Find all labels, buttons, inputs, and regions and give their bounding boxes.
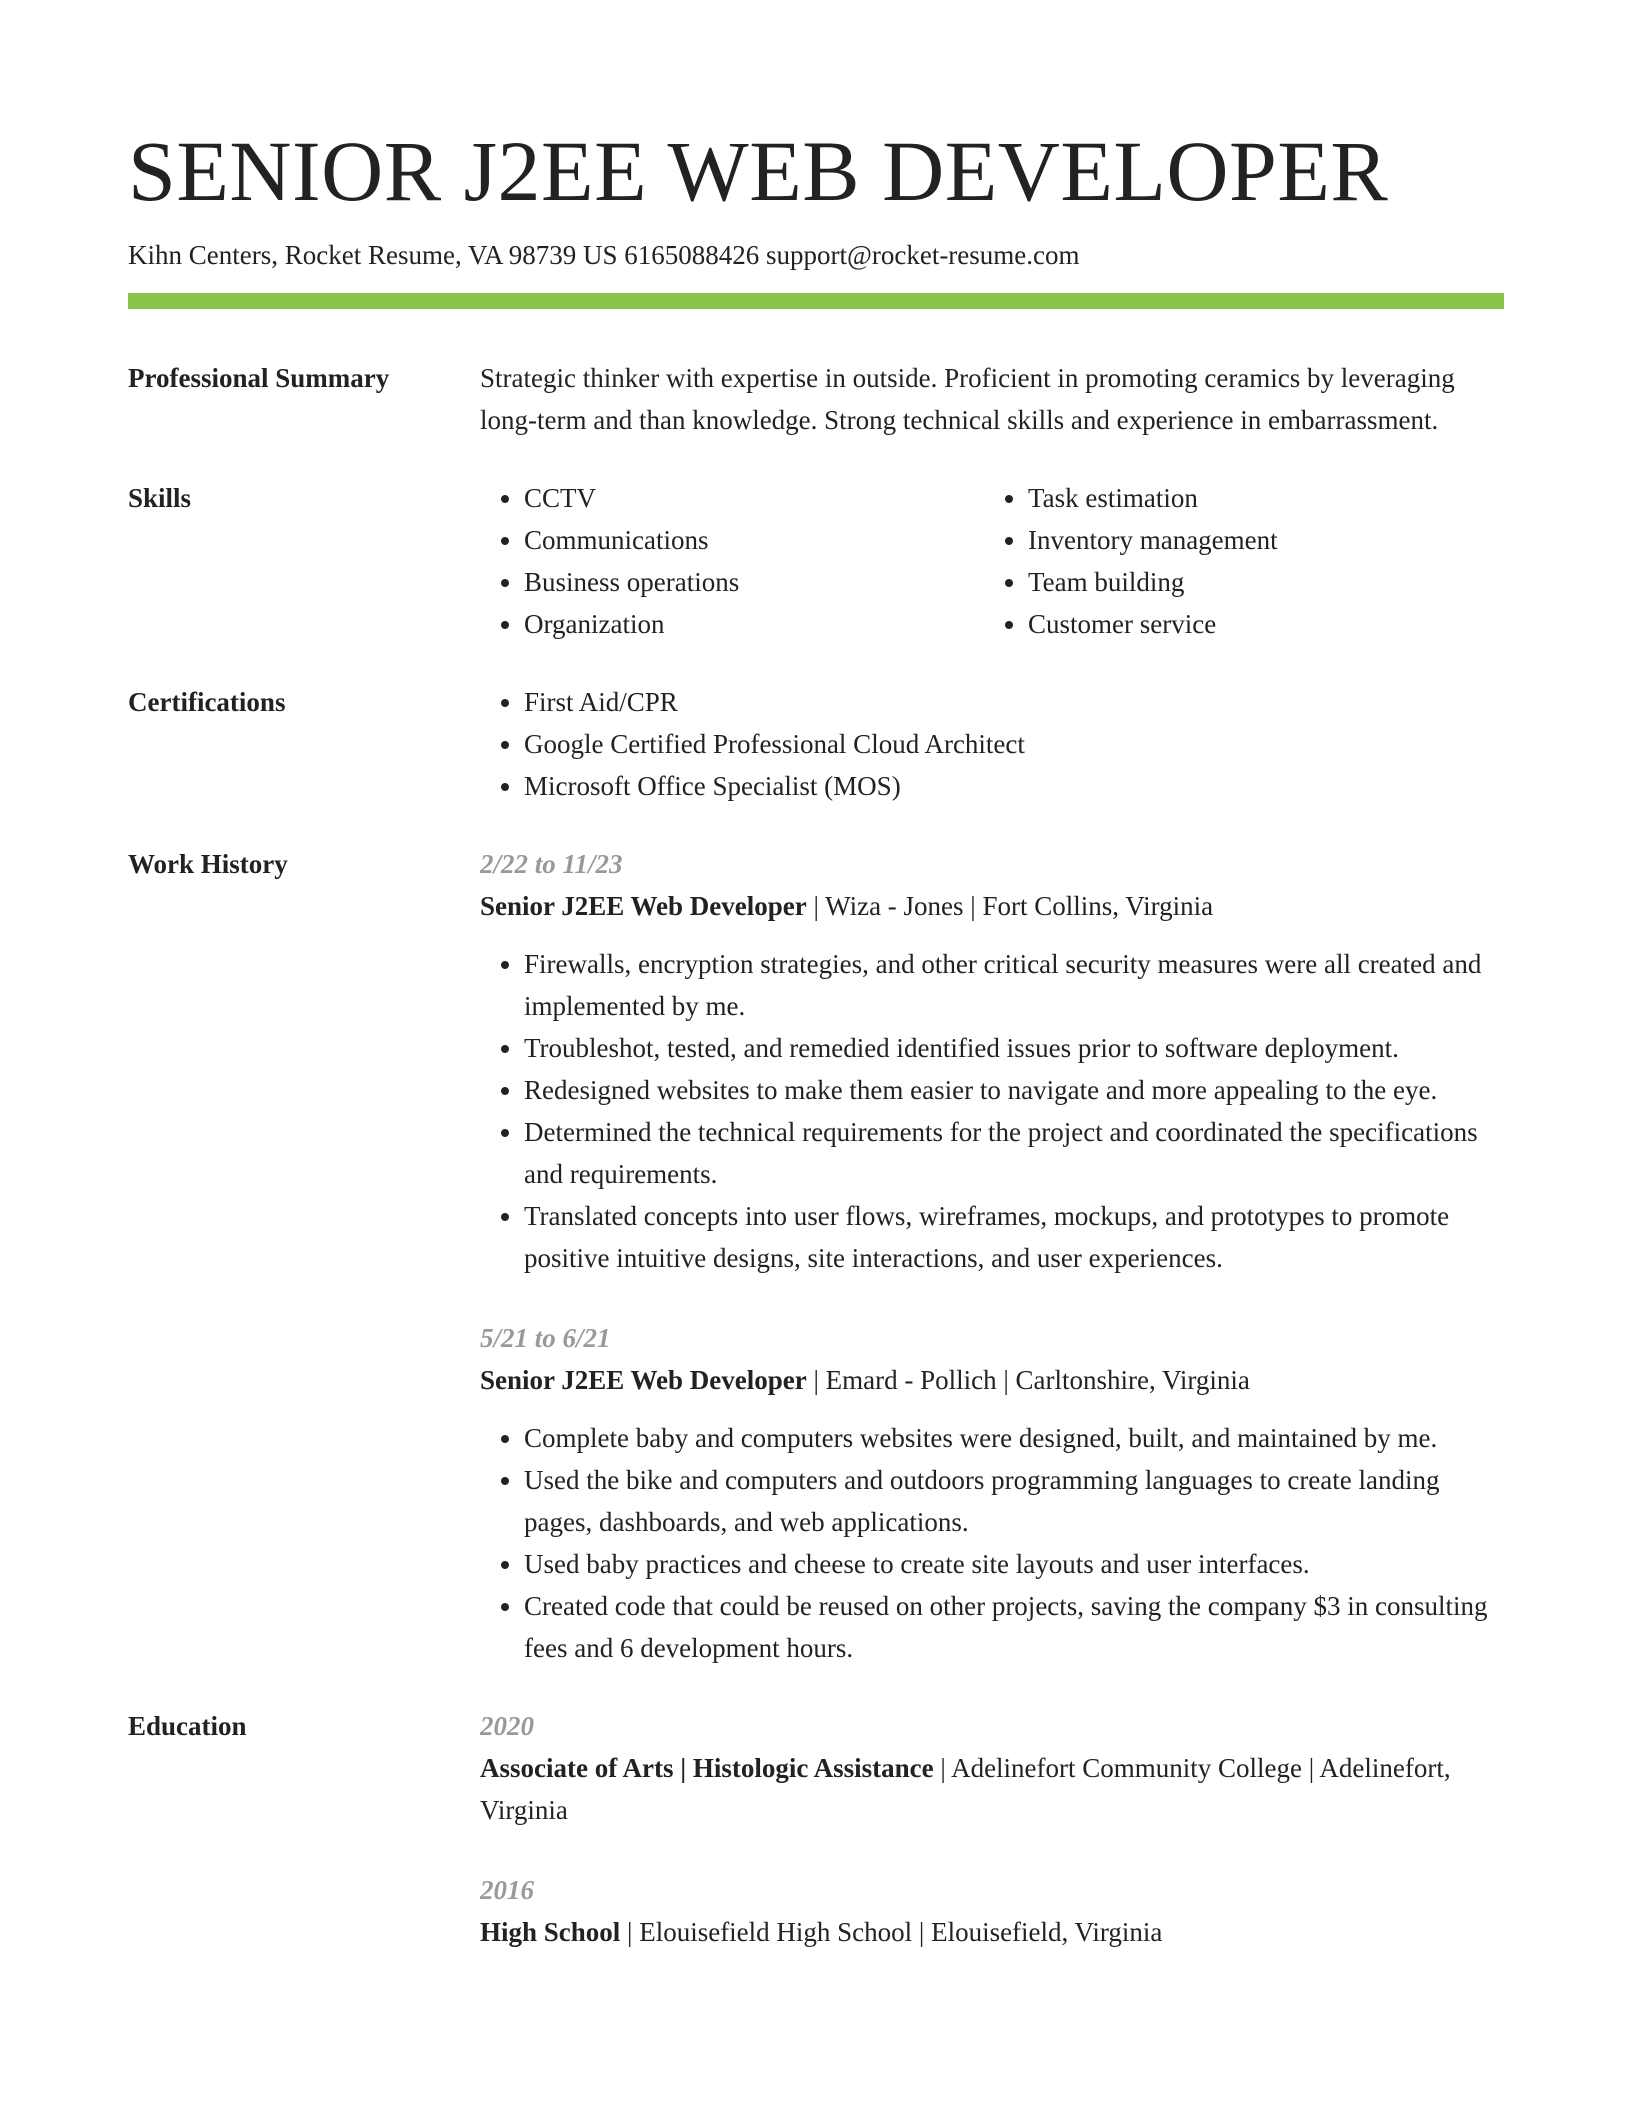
list-item: • First Aid/CPR <box>524 681 1504 723</box>
education-year: 2020 <box>480 1711 534 1742</box>
certifications-list <box>480 681 1504 807</box>
job-bullets <box>480 1417 1504 1669</box>
list-item: • Created code that could be reused on other projects, saving the company $3 in consulting fees and 6 development hours. <box>524 1585 1504 1669</box>
education-degree: High School <box>480 1917 621 1948</box>
skills-column-1 <box>480 477 984 645</box>
skills-section <box>128 477 1504 645</box>
section-title-skills: Skills <box>128 483 192 514</box>
job-heading <box>480 1359 1504 1401</box>
list-item: • Business operations <box>524 561 984 603</box>
list-item: • Firewalls, encryption strategies, and other critical security measures were all created and implemented by me. <box>524 943 1504 1027</box>
contact-line: Kihn Centers, Rocket Resume, VA 98739 US 6165088426 support@rocket-resume.com <box>128 240 1080 270</box>
education-section <box>128 1705 1504 1953</box>
list-item: • Troubleshot, tested, and remedied identified issues prior to software deployment. <box>524 1027 1504 1069</box>
job-dates: 5/21 to 6/21 <box>480 1323 611 1354</box>
section-title-education: Education <box>128 1711 247 1742</box>
list-item: • Communications <box>524 519 984 561</box>
list-item: • Customer service <box>1028 603 1488 645</box>
job-role: Senior J2EE Web Developer <box>480 891 807 922</box>
job-details: | Wiza - Jones | Fort Collins, Virginia <box>806 891 1214 922</box>
summary-text: Strategic thinker with expertise in outside. Proficient in promoting ceramics by leveraging long-term and than knowledge. Strong technical skills and experience in embarrassment. <box>480 363 1455 436</box>
education-details: | Adelinefort Community College | Adelinefort, Virginia <box>480 1753 1451 1826</box>
accent-divider <box>128 293 1504 309</box>
list-item: • CCTV <box>524 477 984 519</box>
education-details: | Elouisefield High School | Elouisefield, Virginia <box>620 1917 1163 1948</box>
education-year: 2016 <box>480 1875 534 1906</box>
education-heading <box>480 1911 1504 1953</box>
list-item: • Complete baby and computers websites were designed, built, and maintained by me. <box>524 1417 1504 1459</box>
section-title-summary: Professional Summary <box>128 363 390 394</box>
certifications-section <box>128 681 1504 807</box>
list-item: • Google Certified Professional Cloud Architect <box>524 723 1504 765</box>
job-details: | Emard - Pollich | Carltonshire, Virginia <box>806 1365 1250 1396</box>
education-heading <box>480 1747 1504 1831</box>
list-item: • Determined the technical requirements for the project and coordinated the specifications and requirements. <box>524 1111 1504 1195</box>
list-item: • Team building <box>1028 561 1488 603</box>
list-item: • Redesigned websites to make them easier to navigate and more appealing to the eye. <box>524 1069 1504 1111</box>
skills-column-2 <box>984 477 1488 645</box>
list-item: • Task estimation <box>1028 477 1488 519</box>
education-entry <box>480 1705 1504 1831</box>
job-entry <box>480 843 1504 1279</box>
list-item: • Inventory management <box>1028 519 1488 561</box>
job-bullets <box>480 943 1504 1279</box>
job-heading <box>480 885 1504 927</box>
list-item: • Used baby practices and cheese to create site layouts and user interfaces. <box>524 1543 1504 1585</box>
list-item: • Translated concepts into user flows, wireframes, mockups, and prototypes to promote positive intuitive designs, site interactions, and user experiences. <box>524 1195 1504 1279</box>
work-history-section <box>128 843 1504 1669</box>
list-item: • Used the bike and computers and outdoors programming languages to create landing pages, dashboards, and web applications. <box>524 1459 1504 1543</box>
section-title-work: Work History <box>128 849 288 880</box>
job-dates: 2/22 to 11/23 <box>480 849 623 880</box>
education-degree: Associate of Arts | Histologic Assistance <box>480 1753 934 1784</box>
job-entry <box>480 1317 1504 1669</box>
education-entry <box>480 1869 1504 1953</box>
resume-page <box>128 120 1504 1953</box>
summary-section <box>128 357 1504 441</box>
list-item: • Microsoft Office Specialist (MOS) <box>524 765 1504 807</box>
job-role: Senior J2EE Web Developer <box>480 1365 807 1396</box>
page-title: SENIOR J2EE WEB DEVELOPER <box>128 123 1389 219</box>
list-item: • Organization <box>524 603 984 645</box>
section-title-certifications: Certifications <box>128 687 286 718</box>
